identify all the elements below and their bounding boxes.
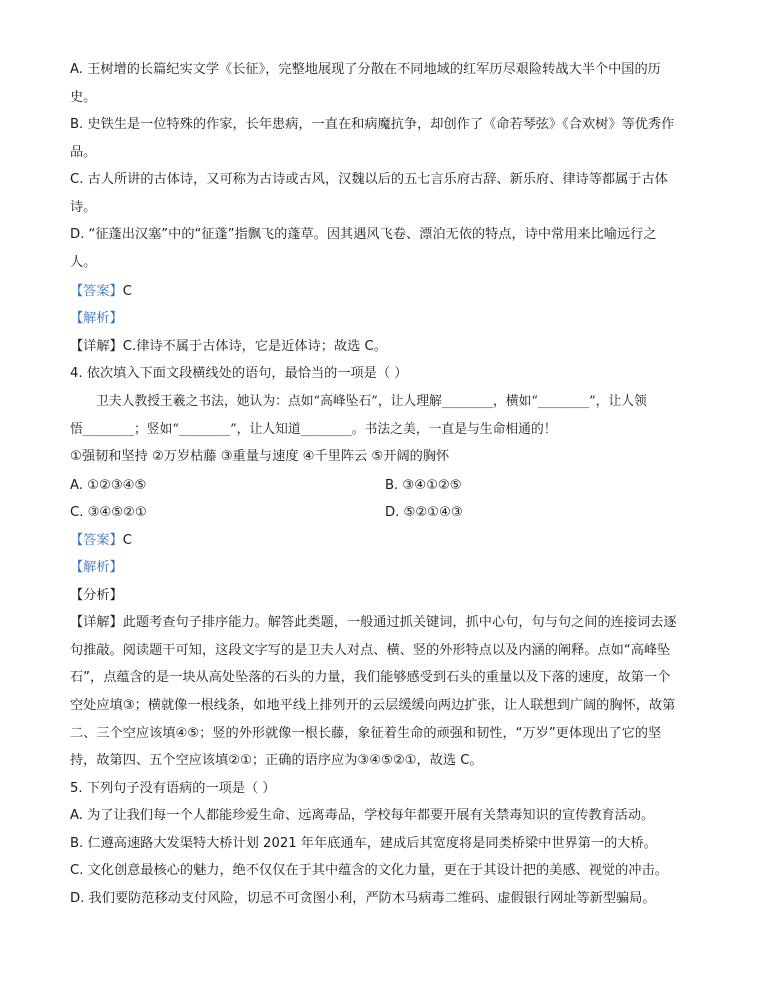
answer-value: C [122,284,132,299]
q4-detail-line4: 空处应填③；横就像一根线条，如地平线上排列开的云层缓缓向两边扩张，让人联想到广阔的胸怀，故第 [70,698,676,713]
q4-analysis-tag: 【解析】 [70,560,123,575]
q3-option-b: B. 史铁生是一位特殊的作家，长年患病，一直在和病魔抗争，却创作了《命若琴弦》《合欢树》等优秀作 [70,117,675,132]
answer-tag: 【答案】 [70,284,123,299]
q4-phrases: ①强韧和坚持 ②万岁枯藤 ③重量与速度 ④千里阵云 ⑤开阔的胸怀 [70,449,450,464]
q4-passage-line2: 悟________；竖如“________”，让人知道________。书法之美，一直是与生命相通的！ [70,422,557,437]
q3-option-d-cont: 人。 [70,255,97,270]
q3-detail [70,337,710,357]
detail-tag: 【详解】 [70,339,123,354]
q4-detail-line1 [70,613,710,633]
answer-value: C [122,533,132,548]
q4-detail-line6: 持，故第四、五个空应该填②①；正确的语序应为③④⑤②①，故选 C。 [70,753,483,768]
q5-stem: 5. 下列句子没有语病的一项是（ ） [70,781,276,796]
q3-answer [70,282,710,302]
q3-option-c: C. 古人所讲的古体诗，又可称为古诗或古风，汉魏以后的五七言乐府古辞、新乐府、律诗等都属于古体 [70,172,668,187]
detail-text: C.律诗不属于古体诗，它是近体诗；故选 C。 [122,339,387,354]
q4-option-b: B. ③④①②⑤ [385,478,462,493]
q3-option-d: D. “征蓬出汉塞”中的“征蓬”指飘飞的蓬草。因其遇风飞卷、漂泊无依的特点，诗中常用来比喻远行之 [70,227,657,242]
q3-option-b-cont: 品。 [70,145,97,160]
detail-tag: 【详解】 [70,615,123,630]
detail-text: 此题考查句子排序能力。解答此类题，一般通过抓关键词，抓中心句，句与句之间的连接词去逐 [122,615,677,630]
q5-option-c: C. 文化创意最核心的魅力，绝不仅仅在于其中蕴含的文化力量，更在于其设计把的美感、视觉的冲击。 [70,863,668,878]
q3-analysis-tag: 【解析】 [70,311,123,326]
q4-option-a: A. ①②③④⑤ [70,478,147,493]
q3-option-a-cont: 史。 [70,90,97,105]
q4-detail-line5: 二、三个空应该填④⑤；竖的外形就像一根长藤，象征着生命的顽强和韧性，“万岁”更体现出了它的坚 [70,726,662,741]
q3-option-c-cont: 诗。 [70,200,97,215]
q4-detail-line2: 句推敲。阅读题干可知，这段文字写的是卫夫人对点、横、竖的外形特点以及内涵的阐释。点如“高峰坠 [70,643,671,658]
q3-option-a: A. 王树增的长篇纪实文学《长征》，完整地展现了分散在不同地域的红军历尽艰险转战大半个中国的历 [70,62,661,77]
q4-passage-line1: 卫夫人教授王羲之书法，她认为：点如“高峰坠石”，让人理解________，横如“________”，让人领 [96,394,647,409]
q4-stem: 4. 依次填入下面文段横线处的语句，最恰当的一项是（ ） [70,366,408,381]
q4-option-d: D. ⑤②①④③ [385,505,463,520]
answer-tag: 【答案】 [70,533,123,548]
q5-option-a: A. 为了让我们每一个人都能珍爱生命、远离毒品，学校每年都要开展有关禁毒知识的宣传教育活动。 [70,808,655,823]
q4-detail-line3: 石”，点蕴含的是一块从高处坠落的石头的力量，我们能够感受到石头的重量以及下落的速度，故第一个 [70,670,671,685]
q5-option-d: D. 我们要防范移动支付风险，切忌不可贪图小利，严防木马病毒二维码、虚假银行网址等新型骗局。 [70,891,656,906]
q4-fenxi-tag: 【分析】 [70,588,123,603]
q5-option-b: B. 仁遵高速路大发渠特大桥计划 2021 年年底通车，建成后其宽度将是同类桥梁中世界第一的大桥。 [70,836,657,851]
q4-answer [70,531,710,551]
q4-option-c: C. ③④⑤②① [70,505,147,520]
